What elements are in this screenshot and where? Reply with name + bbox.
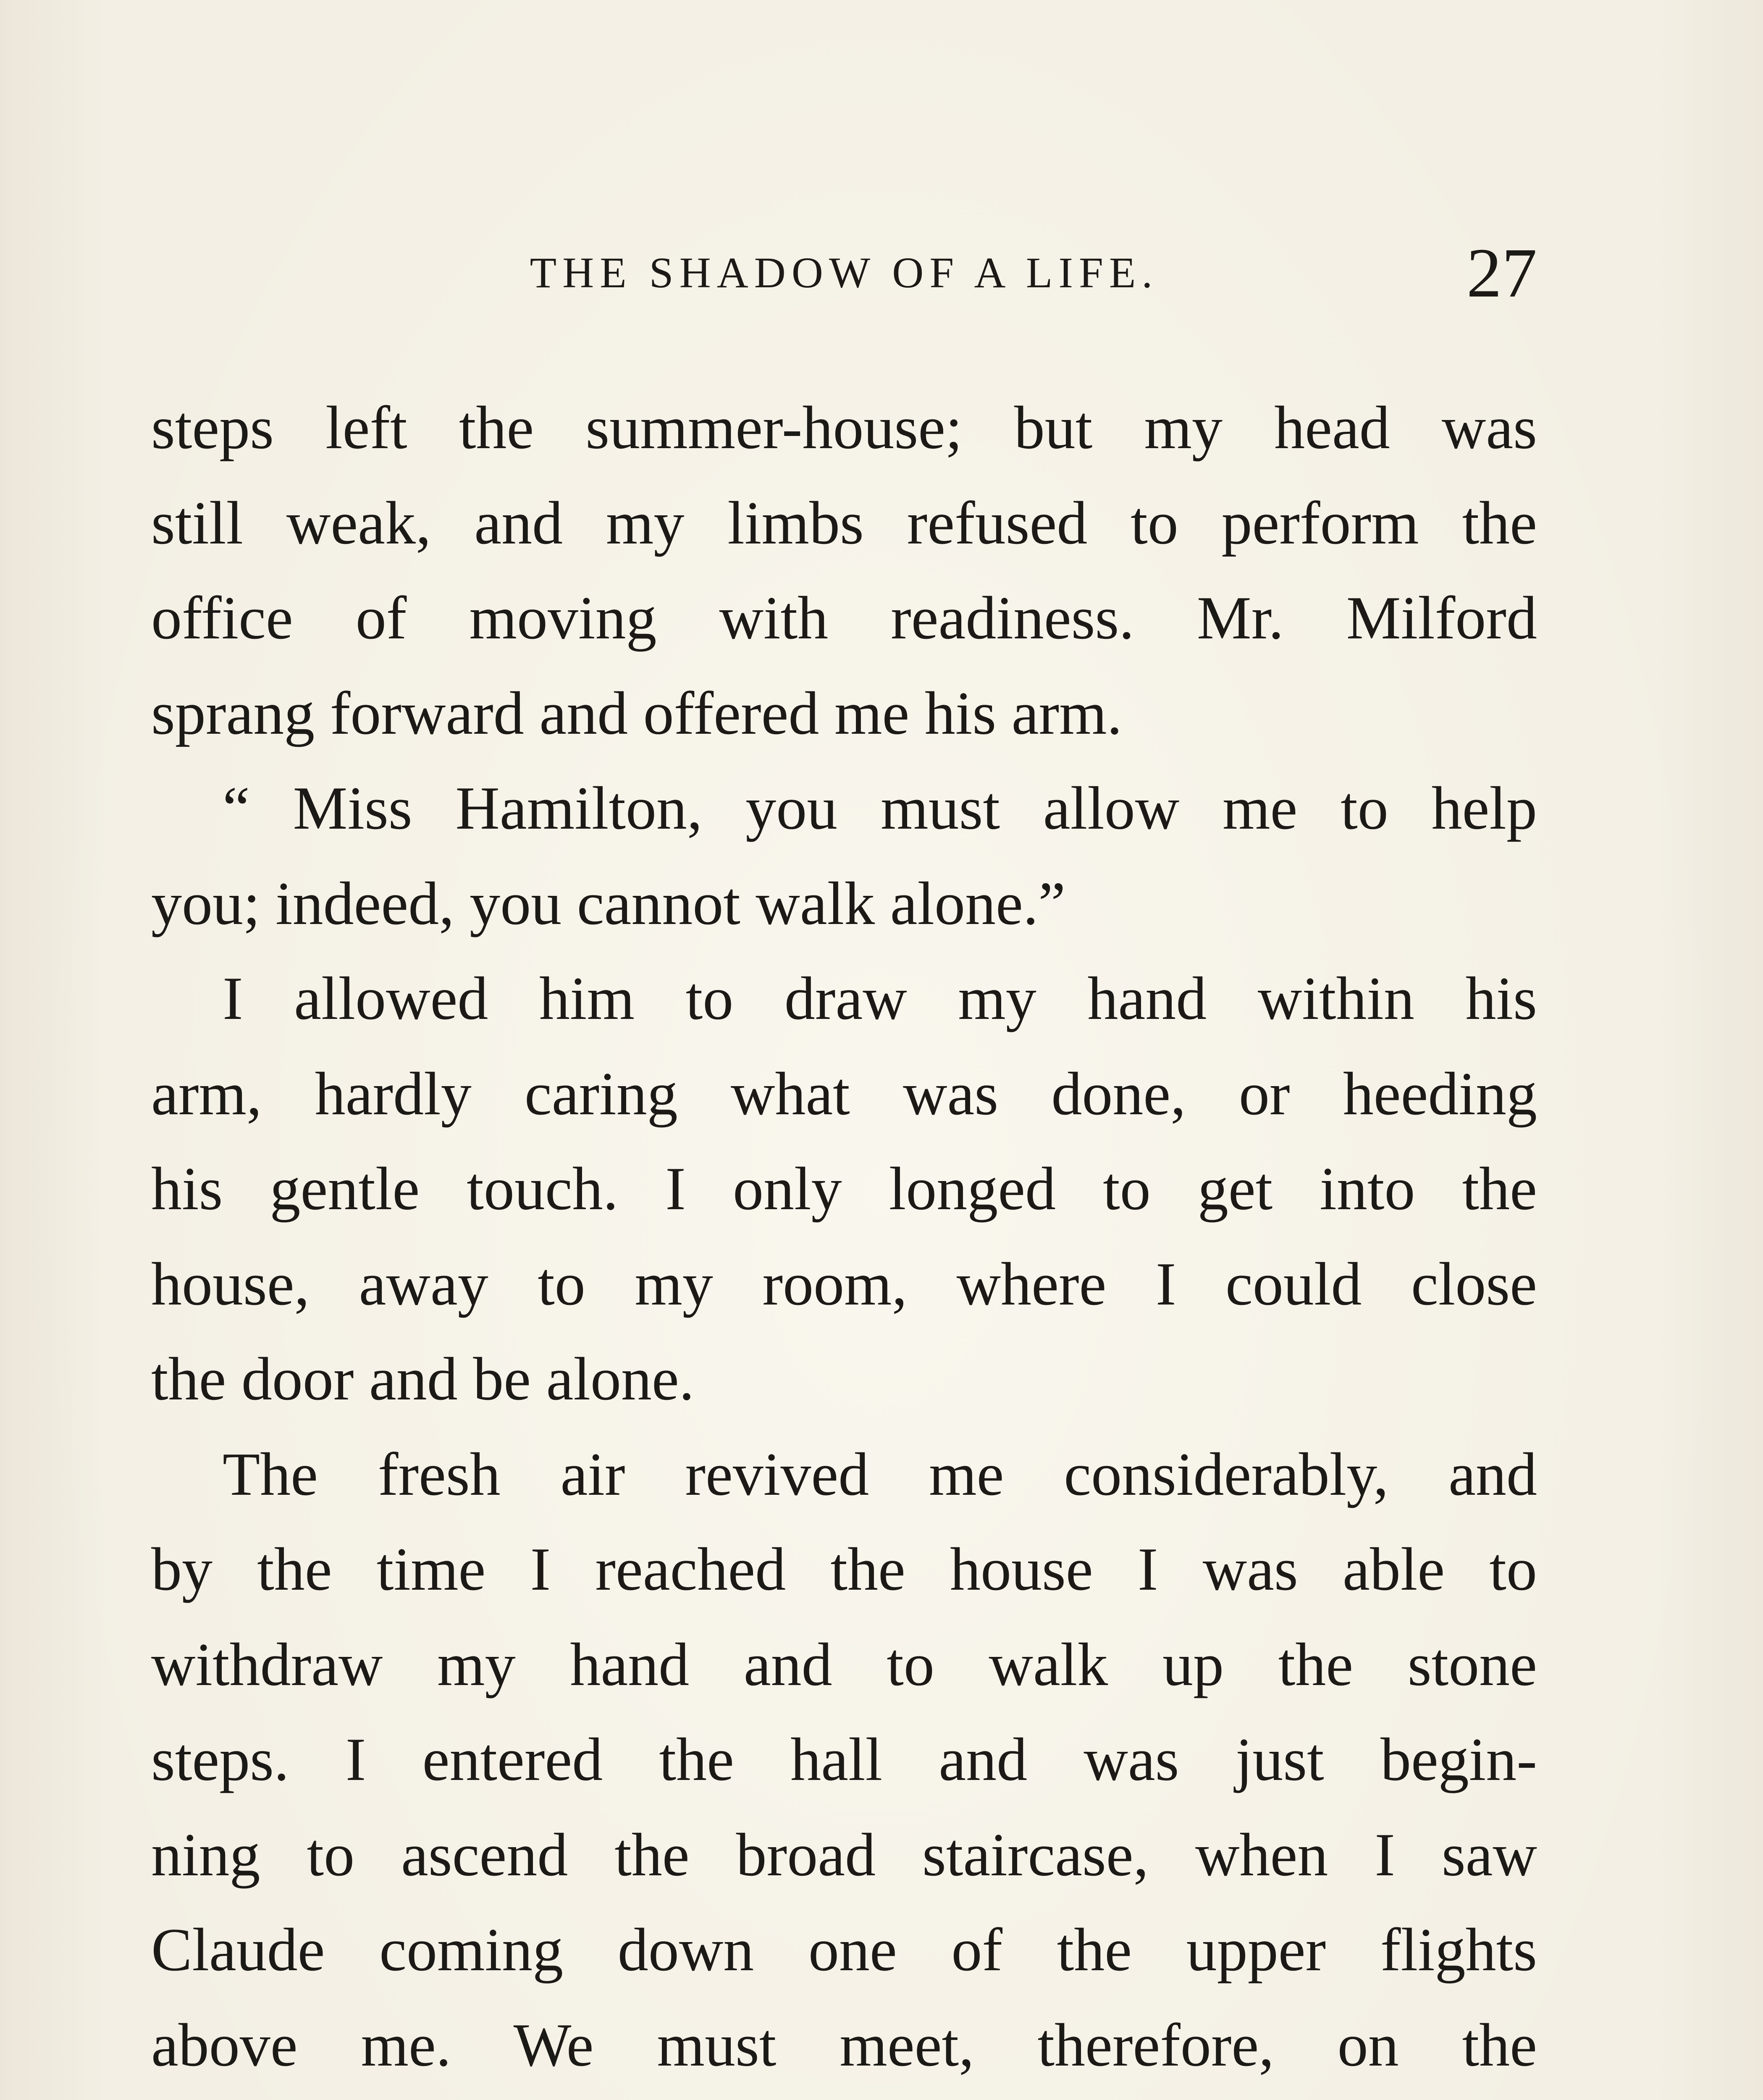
page-number: 27 (1467, 234, 1537, 312)
text-line: you; indeed, you cannot walk alone.” (151, 869, 1066, 937)
text-line: Claude coming down one of the upper flights (151, 1916, 1537, 1984)
text-line: still weak, and my limbs refused to perform the (151, 488, 1537, 557)
text-line: The fresh air revived me considerably, and (223, 1440, 1537, 1508)
text-line: office of moving with readiness. Mr. Milford (151, 584, 1537, 652)
text-line: “ Miss Hamilton, you must allow me to help (223, 774, 1537, 842)
running-title: THE SHADOW OF A LIFE. (530, 249, 1159, 297)
text-line: withdraw my hand and to walk up the stone (151, 1630, 1537, 1698)
text-line: arm, hardly caring what was done, or heeding (151, 1059, 1537, 1128)
text-line: I allowed him to draw my hand within his (223, 964, 1537, 1032)
text-line: ning to ascend the broad staircase, when I saw (151, 1820, 1537, 1889)
text-line (151, 2092, 1537, 2100)
text-line: the door and be alone. (151, 1345, 695, 1413)
body-text (151, 380, 1537, 2100)
text-line: his gentle touch. I only longed to get into the (151, 1155, 1537, 1223)
running-head (151, 235, 1537, 311)
text-line: by the time I reached the house I was able to (151, 1535, 1537, 1603)
text-line: above me. We must meet, therefore, on the (151, 2011, 1537, 2079)
text-line: steps. I entered the hall and was just begin- (151, 1725, 1537, 1793)
text-line: sprang forward and offered me his arm. (151, 679, 1123, 747)
text-line: steps left the summer-house; but my head was (151, 394, 1537, 462)
text-line: house, away to my room, where I could close (151, 1250, 1537, 1318)
